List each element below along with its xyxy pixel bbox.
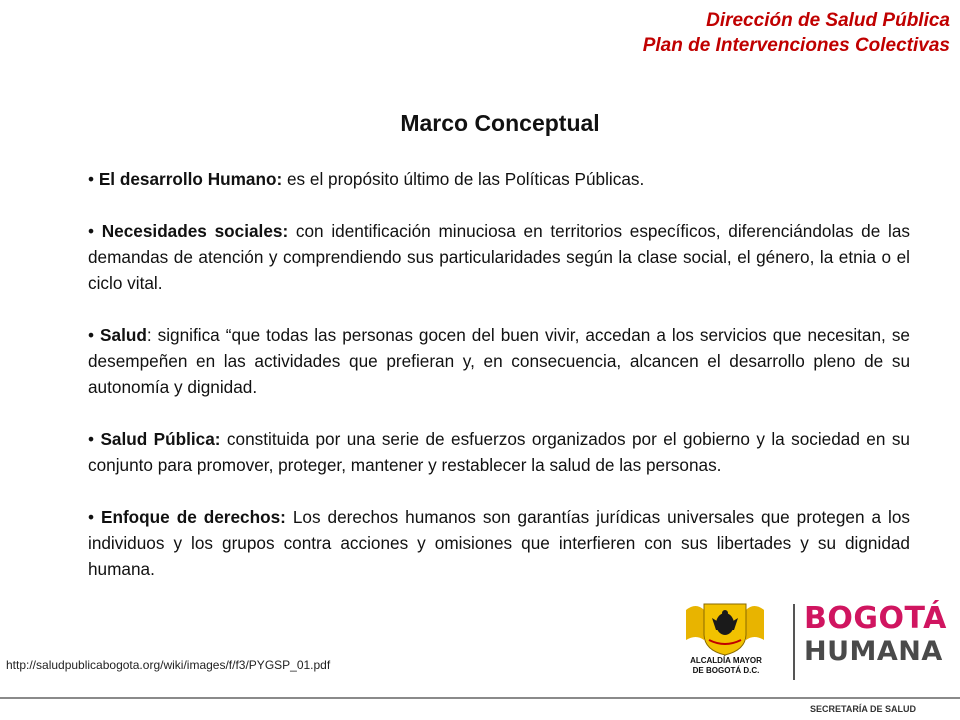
header-line-1: Dirección de Salud Pública — [706, 10, 950, 31]
bullet-desarrollo-humano — [88, 166, 910, 192]
alcaldia-line-1: ALCALDÍA MAYOR — [690, 656, 762, 665]
bullet-text: es el propósito último de las Políticas Públicas. — [282, 169, 645, 189]
bullet-list — [88, 166, 910, 582]
bullet-text: con identificación minuciosa en territorios específicos, diferenciándolas de las demandas de atención y comprendiendo sus particularidades según la clase social, el género, la etnia o el ciclo vital. — [88, 221, 910, 293]
bullet-text: constituida por una serie de esfuerzos organizados por el gobierno y la sociedad en su conjunto para promover, proteger, mantener y restablecer la salud de las personas. — [88, 429, 910, 475]
humana-logo-text: HUMANA — [804, 636, 943, 667]
header-line-2: Plan de Intervenciones Colectivas — [642, 35, 950, 56]
bullet-enfoque-derechos — [88, 504, 910, 582]
bullet-text: Los derechos humanos son garantías jurídicas universales que protegen a los individuos y los grupos contra acciones y omisiones que interfieren con sus libertades y su dignidad humana. — [88, 507, 910, 579]
bullet-term: El desarrollo Humano: — [98, 169, 283, 189]
bogota-logo-text: BOGOTÁ — [804, 601, 947, 636]
bullet-marker: • — [88, 169, 95, 189]
footer-divider — [0, 697, 960, 699]
bullet-marker: • — [88, 507, 95, 527]
bullet-marker: • — [88, 429, 95, 449]
bullet-necesidades-sociales — [88, 218, 910, 296]
logo-divider — [793, 604, 795, 680]
source-url[interactable]: http://saludpublicabogota.org/wiki/images/f/f3/PYGSP_01.pdf — [6, 658, 331, 672]
bogota-coat-of-arms-icon — [684, 600, 766, 656]
logos — [676, 598, 947, 690]
alcaldia-label — [676, 656, 776, 676]
footer-secretaria: SECRETARÍA DE SALUD — [809, 704, 916, 714]
bullet-marker: • — [88, 221, 95, 241]
bullet-term: Salud Pública: — [100, 429, 221, 449]
bullet-term: Salud — [100, 325, 147, 345]
bullet-marker: • — [88, 325, 95, 345]
bullet-salud-publica — [88, 426, 910, 478]
alcaldia-line-2: DE BOGOTÁ D.C. — [692, 666, 760, 675]
document-header — [643, 8, 950, 58]
page-title: Marco Conceptual — [400, 110, 600, 136]
bullet-term: Necesidades sociales: — [101, 221, 289, 241]
bullet-text: : significa “que todas las personas gocen del buen vivir, accedan a los servicios que necesitan, se desempeñen en las actividades que prefieran y, en consecuencia, alcancen el desarrollo pleno de su autonomía y dignidad. — [88, 325, 910, 397]
bullet-salud — [88, 322, 910, 400]
bullet-term: Enfoque de derechos: — [101, 507, 286, 527]
